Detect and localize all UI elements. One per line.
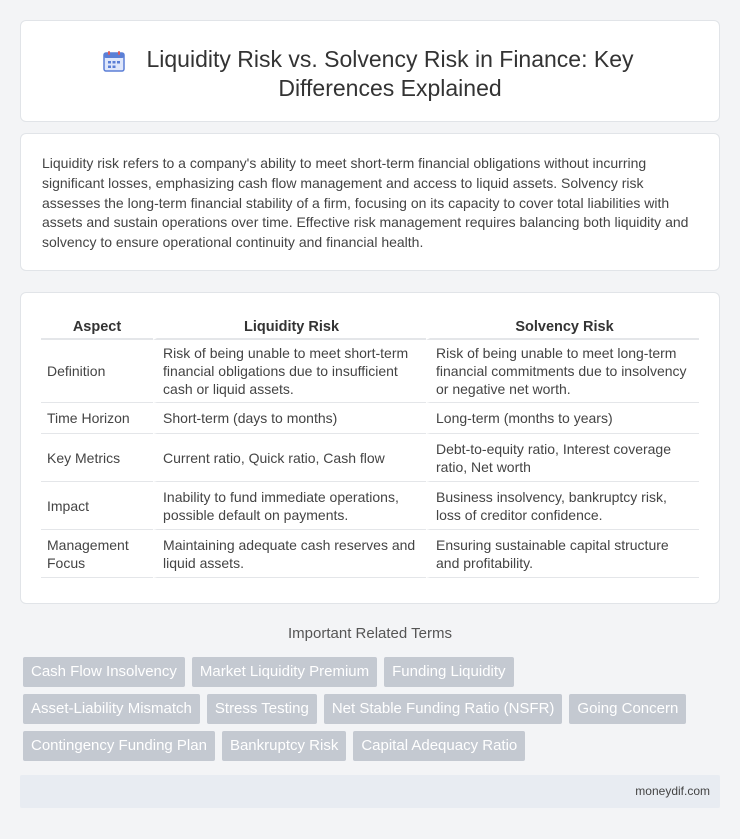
tag-capital-adequacy-ratio[interactable]: Capital Adequacy Ratio — [353, 731, 525, 761]
intro-card — [20, 133, 720, 271]
table-row — [41, 340, 699, 403]
tag-row — [23, 731, 723, 761]
tag-row — [23, 694, 723, 724]
page-title: Liquidity Risk vs. Solvency Risk in Finance: Key Differences Explained — [146, 46, 634, 101]
row-liquidity: Maintaining adequate cash reserves and liquid assets. — [153, 530, 426, 578]
tag-contingency-funding-plan[interactable]: Contingency Funding Plan — [23, 731, 215, 761]
row-solvency: Ensuring sustainable capital structure and profitability. — [426, 530, 699, 578]
header-liquidity-risk: Liquidity Risk — [153, 315, 426, 340]
tag-cash-flow-insolvency[interactable]: Cash Flow Insolvency — [23, 657, 185, 687]
row-liquidity: Risk of being unable to meet short-term financial obligations due to insufficient cash or liquid assets. — [153, 340, 426, 403]
related-terms-tags — [23, 657, 723, 768]
row-solvency: Risk of being unable to meet long-term financial commitments due to insolvency or negative net worth. — [426, 340, 699, 403]
row-solvency: Business insolvency, bankruptcy risk, loss of creditor confidence. — [426, 482, 699, 530]
row-aspect: Impact — [41, 482, 153, 530]
footer-site[interactable]: moneydif.com — [635, 784, 710, 798]
row-aspect: Definition — [41, 340, 153, 403]
intro-paragraph: Liquidity risk refers to a company's ability to meet short-term financial obligations without incurring significant losses, emphasizing cash flow management and access to liquid assets. Solvency risk assesses the long-term financial stability of a firm, focusing on its capacity to cover total liabilities with assets and sustain operations over time. Effective risk management requires balancing both liquidity and solvency to ensure operational continuity and financial health. — [42, 155, 689, 251]
footer — [20, 775, 720, 808]
header-solvency-risk: Solvency Risk — [426, 315, 699, 340]
table-row — [41, 403, 699, 434]
tag-market-liquidity-premium[interactable]: Market Liquidity Premium — [192, 657, 377, 687]
tag-asset-liability-mismatch[interactable]: Asset-Liability Mismatch — [23, 694, 200, 724]
tag-stress-testing[interactable]: Stress Testing — [207, 694, 317, 724]
comparison-table — [41, 315, 699, 578]
tag-funding-liquidity[interactable]: Funding Liquidity — [384, 657, 513, 687]
tag-row — [23, 657, 723, 687]
row-aspect: Key Metrics — [41, 434, 153, 482]
tag-bankruptcy-risk[interactable]: Bankruptcy Risk — [222, 731, 346, 761]
row-solvency: Long-term (months to years) — [426, 403, 699, 434]
header-aspect: Aspect — [41, 315, 153, 340]
row-aspect: Management Focus — [41, 530, 153, 578]
table-header-row — [41, 315, 699, 340]
row-liquidity: Short-term (days to months) — [153, 403, 426, 434]
row-aspect: Time Horizon — [41, 403, 153, 434]
row-liquidity: Inability to fund immediate operations, possible default on payments. — [153, 482, 426, 530]
row-liquidity: Current ratio, Quick ratio, Cash flow — [153, 434, 426, 482]
comparison-table-card — [20, 292, 720, 604]
table-row — [41, 482, 699, 530]
tag-nsfr[interactable]: Net Stable Funding Ratio (NSFR) — [324, 694, 563, 724]
table-row — [41, 434, 699, 482]
tag-going-concern[interactable]: Going Concern — [569, 694, 686, 724]
table-row — [41, 530, 699, 578]
row-solvency: Debt-to-equity ratio, Interest coverage ratio, Net worth — [426, 434, 699, 482]
related-terms-heading: Important Related Terms — [288, 625, 452, 642]
title-card — [20, 20, 720, 122]
